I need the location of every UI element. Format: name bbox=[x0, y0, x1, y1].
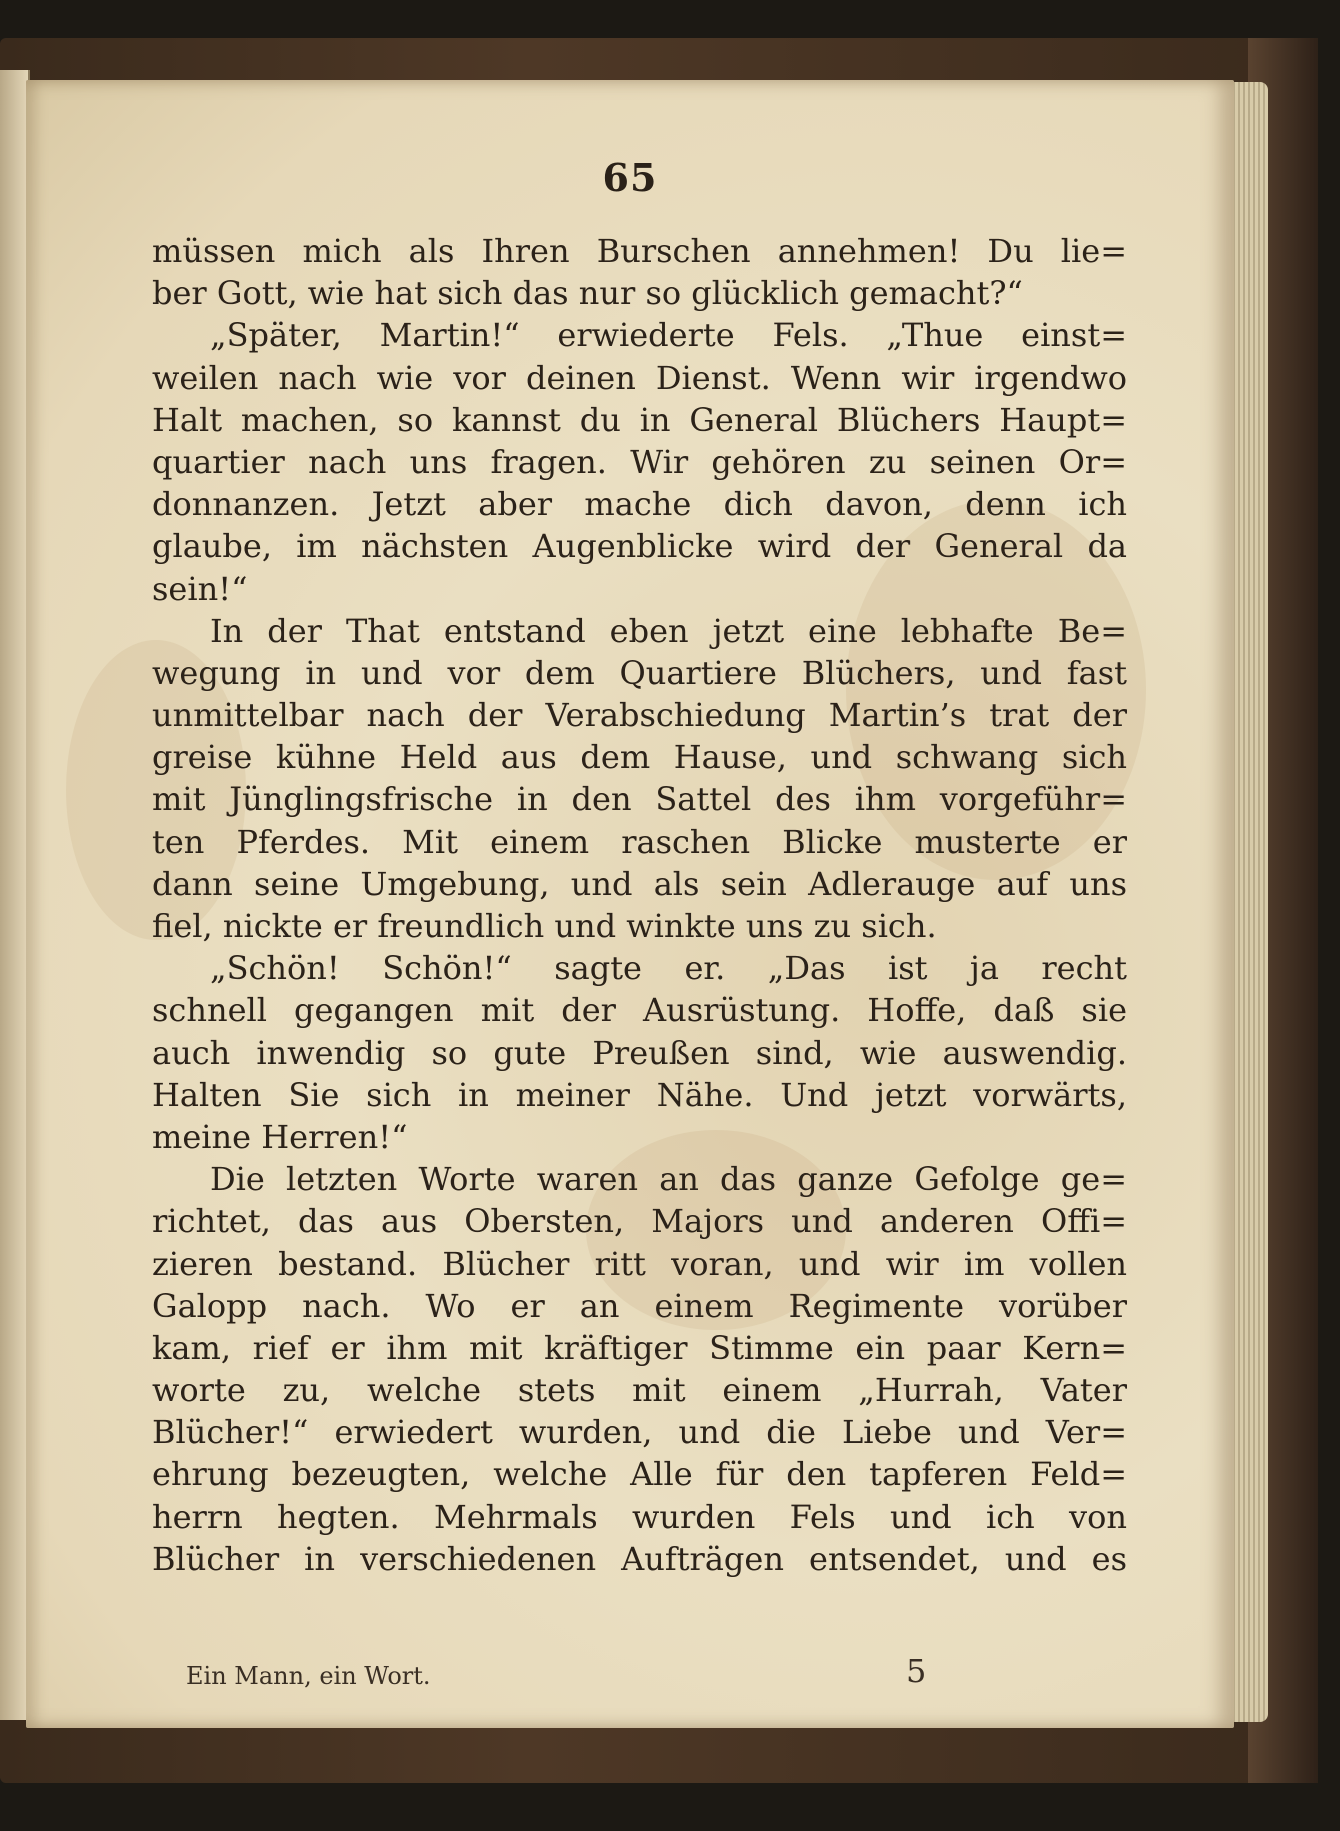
text-line: Galopp nach. Wo er an einem Regimente vorüber bbox=[152, 1286, 1127, 1325]
signature-mark: Ein Mann, ein Wort. bbox=[186, 1662, 431, 1690]
text-line: Die letzten Worte waren an das ganze Gefolge ge= bbox=[210, 1160, 1127, 1199]
text-line: „Schön! Schön!“ sagte er. „Das ist ja recht bbox=[210, 949, 1127, 988]
text-line: fiel, nickte er freundlich und winkte uns zu sich. bbox=[152, 907, 937, 945]
text-line: weilen nach wie vor deinen Dienst. Wenn wir irgendwo bbox=[152, 358, 1127, 397]
text-line: Halt machen, so kannst du in General Blüchers Haupt= bbox=[152, 400, 1127, 439]
text-line: dann seine Umgebung, und als sein Adlerauge auf uns bbox=[152, 864, 1127, 903]
text-line: Halten Sie sich in meiner Nähe. Und jetzt vorwärts, bbox=[152, 1075, 1127, 1114]
text-line: In der That entstand eben jetzt eine lebhafte Be= bbox=[210, 611, 1127, 650]
text-line: zieren bestand. Blücher ritt voran, und wir im vollen bbox=[152, 1244, 1127, 1283]
text-line: ten Pferdes. Mit einem raschen Blicke musterte er bbox=[152, 822, 1127, 861]
text-line: „Später, Martin!“ erwiederte Fels. „Thue einst= bbox=[210, 316, 1127, 355]
text-line: ber Gott, wie hat sich das nur so glücklich gemacht?“ bbox=[152, 274, 1023, 313]
text-line: meine Herren!“ bbox=[152, 1117, 408, 1156]
text-line: unmittelbar nach der Verabschiedung Martin’s trat der bbox=[152, 696, 1127, 735]
text-line: greise kühne Held aus dem Hause, und schwang sich bbox=[152, 738, 1127, 777]
text-line: sein!“ bbox=[152, 569, 248, 608]
page-body-text bbox=[152, 230, 1127, 1580]
text-line: kam, rief er ihm mit kräftiger Stimme ein paar Kern= bbox=[152, 1328, 1127, 1367]
text-line: Blücher!“ erwiedert wurden, und die Liebe und Ver= bbox=[152, 1413, 1127, 1452]
sheet-number: 5 bbox=[906, 1652, 927, 1690]
book-page bbox=[26, 80, 1234, 1728]
text-line: Blücher in verschiedenen Aufträgen entsendet, und es bbox=[152, 1539, 1127, 1578]
text-line: schnell gegangen mit der Ausrüstung. Hoffe, daß sie bbox=[152, 991, 1127, 1030]
text-line: richtet, das aus Obersten, Majors und anderen Offi= bbox=[152, 1202, 1127, 1241]
text-line: herrn hegten. Mehrmals wurden Fels und ich von bbox=[152, 1497, 1127, 1536]
text-line: ehrung bezeugten, welche Alle für den tapferen Feld= bbox=[152, 1455, 1127, 1494]
text-line: auch inwendig so gute Preußen sind, wie auswendig. bbox=[152, 1033, 1127, 1072]
text-line: wegung in und vor dem Quartiere Blüchers, und fast bbox=[152, 653, 1127, 692]
text-line: quartier nach uns fragen. Wir gehören zu seinen Or= bbox=[152, 442, 1127, 481]
text-line: worte zu, welche stets mit einem „Hurrah, Vater bbox=[152, 1371, 1127, 1410]
page-number: 65 bbox=[602, 155, 658, 200]
text-line: glaube, im nächsten Augenblicke wird der General da bbox=[152, 527, 1127, 566]
text-line: müssen mich als Ihren Burschen annehmen! Du lie= bbox=[152, 232, 1127, 270]
text-line: donnanzen. Jetzt aber mache dich davon, denn ich bbox=[152, 485, 1127, 524]
text-line: mit Jünglingsfrische in den Sattel des ihm vorgeführ= bbox=[152, 780, 1127, 819]
